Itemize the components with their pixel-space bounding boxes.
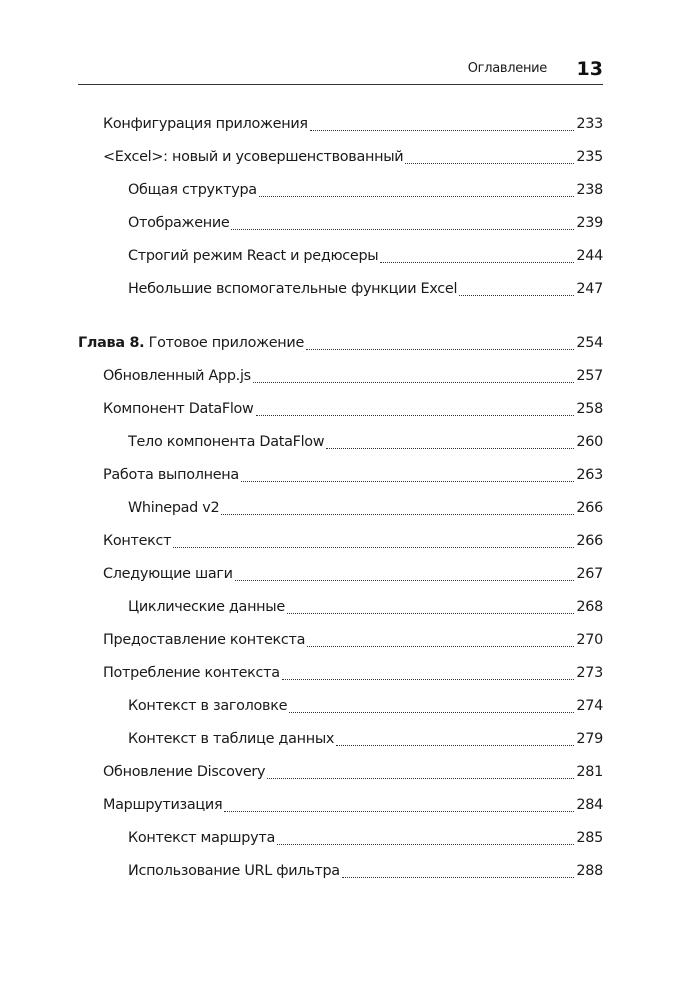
toc-entry-text: Следующие шаги: [103, 566, 233, 582]
toc-entry-text: Контекст маршрута: [128, 830, 275, 846]
toc-entry-text: Отображение: [128, 215, 230, 231]
toc-entry[interactable]: [128, 830, 603, 850]
toc-entry-text: Строгий режим React и редюсеры: [128, 248, 379, 264]
toc-entry-title: [103, 566, 233, 582]
toc-entry[interactable]: [103, 764, 603, 784]
toc-entry[interactable]: [128, 863, 603, 883]
dot-leader: [289, 711, 574, 713]
dot-leader: [306, 348, 574, 350]
toc-entry-text: Небольшие вспомогательные функции Excel: [128, 281, 458, 297]
toc-entry-title: [128, 863, 340, 879]
toc-entry-title: [128, 248, 378, 264]
toc-entry-page: 239: [576, 215, 603, 231]
toc-entry-title: [128, 830, 275, 846]
toc-entry-title: [103, 533, 171, 549]
toc-entry-title: [128, 215, 229, 231]
toc-entry[interactable]: [103, 116, 603, 136]
toc-entry-text: Whinepad v2: [128, 500, 220, 516]
dot-leader: [310, 129, 575, 131]
toc-entry[interactable]: [103, 401, 603, 421]
toc-entry-page: 257: [576, 368, 603, 384]
toc-entry-text: Тело компонента DataFlow: [128, 434, 325, 450]
toc-entry-text: Контекст в таблице данных: [128, 731, 335, 747]
toc-entry-text: Циклические данные: [128, 599, 285, 615]
running-title: Оглавление: [467, 61, 547, 76]
toc-entry-title: [128, 281, 457, 297]
dot-leader: [231, 228, 574, 230]
toc-entry-text: Общая структура: [128, 182, 257, 198]
chapter-label: Глава 8.: [78, 335, 145, 351]
toc-entry-page: 247: [576, 281, 603, 297]
toc-entry-title: [103, 116, 308, 132]
dot-leader: [267, 777, 574, 779]
dot-leader: [282, 678, 575, 680]
toc-entry-page: 267: [576, 566, 603, 582]
dot-leader: [287, 612, 575, 614]
dot-leader: [307, 645, 574, 647]
dot-leader: [256, 414, 575, 416]
toc-entry[interactable]: [128, 434, 603, 454]
dot-leader: [277, 843, 574, 845]
toc-entry-page: 279: [576, 731, 603, 747]
toc-entry-title: [103, 764, 265, 780]
toc-entry-page: 268: [576, 599, 603, 615]
toc-entry-page: 270: [576, 632, 603, 648]
toc-entry-page: 238: [576, 182, 603, 198]
toc-entry[interactable]: [128, 731, 603, 751]
toc-entry-page: 274: [576, 698, 603, 714]
toc-entry[interactable]: [103, 368, 603, 388]
toc-entry[interactable]: [103, 797, 603, 817]
toc-entry[interactable]: [128, 182, 603, 202]
header-rule: [78, 84, 603, 85]
toc-entry-title: [103, 149, 403, 165]
toc-entry-text: Предоставление контекста: [103, 632, 306, 648]
toc-entry-text: Работа выполнена: [103, 467, 239, 483]
toc-entry-title: [128, 731, 334, 747]
toc-entry[interactable]: [103, 665, 603, 685]
dot-leader: [342, 876, 575, 878]
toc-entry[interactable]: [128, 248, 603, 268]
toc-entry[interactable]: [103, 149, 603, 169]
toc-entry-title: [78, 335, 304, 351]
toc-entry-text: Конфигурация приложения: [103, 116, 308, 132]
toc-entry-text: Готовое приложение: [148, 335, 305, 351]
toc-entry-page: 273: [576, 665, 603, 681]
toc-entry-text: Обновленный App.js: [103, 368, 251, 384]
toc-entry[interactable]: [128, 281, 603, 301]
dot-leader: [405, 162, 574, 164]
toc-entry[interactable]: [128, 500, 603, 520]
toc-entry-page: 258: [576, 401, 603, 417]
toc-entry[interactable]: [128, 599, 603, 619]
toc-entry-text: Обновление Discovery: [103, 764, 266, 780]
toc-entry[interactable]: [103, 632, 603, 652]
toc-entry-title: [103, 665, 280, 681]
dot-leader: [235, 579, 575, 581]
toc-entry-page: 266: [576, 500, 603, 516]
dot-leader: [336, 744, 574, 746]
toc-entry-text: Контекст: [103, 533, 172, 549]
toc-entry-text: Маршрутизация: [103, 797, 223, 813]
toc-entry[interactable]: [78, 335, 603, 355]
dot-leader: [241, 480, 575, 482]
dot-leader: [326, 447, 574, 449]
toc-entry-title: [128, 182, 257, 198]
dot-leader: [459, 294, 574, 296]
dot-leader: [224, 810, 574, 812]
toc-entry-page: 284: [576, 797, 603, 813]
toc-entry-page: 263: [576, 467, 603, 483]
toc-entry-title: [128, 434, 324, 450]
toc-entry-page: 285: [576, 830, 603, 846]
toc-entry-page: 281: [576, 764, 603, 780]
toc-entry[interactable]: [103, 566, 603, 586]
toc-entry-page: 235: [576, 149, 603, 165]
toc-entry-title: [103, 467, 239, 483]
toc-entry-page: 266: [576, 533, 603, 549]
toc-entry-text: Контекст в заголовке: [128, 698, 288, 714]
dot-leader: [221, 513, 574, 515]
toc-entry-page: 254: [576, 335, 603, 351]
running-header: [78, 58, 603, 82]
toc-entry-title: [103, 632, 305, 648]
page-number: 13: [576, 58, 603, 80]
toc-entry-page: 233: [576, 116, 603, 132]
toc-entry-text: Компонент DataFlow: [103, 401, 254, 417]
toc-entry-text: <Excel>: новый и усовершенствованный: [103, 149, 404, 165]
toc-entry-title: [103, 368, 251, 384]
dot-leader: [253, 381, 575, 383]
toc-entry-title: [128, 599, 285, 615]
toc-entry-page: 260: [576, 434, 603, 450]
toc-entry-title: [103, 401, 254, 417]
toc-entry-title: [103, 797, 222, 813]
toc-entry-text: Потребление контекста: [103, 665, 280, 681]
toc-entry-page: 244: [576, 248, 603, 264]
toc-entry[interactable]: [103, 467, 603, 487]
toc-entry[interactable]: [128, 698, 603, 718]
toc-entry-text: Использование URL фильтра: [128, 863, 340, 879]
dot-leader: [173, 546, 574, 548]
toc-entry-page: 288: [576, 863, 603, 879]
dot-leader: [380, 261, 574, 263]
toc-entry[interactable]: [128, 215, 603, 235]
dot-leader: [259, 195, 575, 197]
toc-entry[interactable]: [103, 533, 603, 553]
toc-entry-title: [128, 698, 287, 714]
toc-entry-title: [128, 500, 219, 516]
